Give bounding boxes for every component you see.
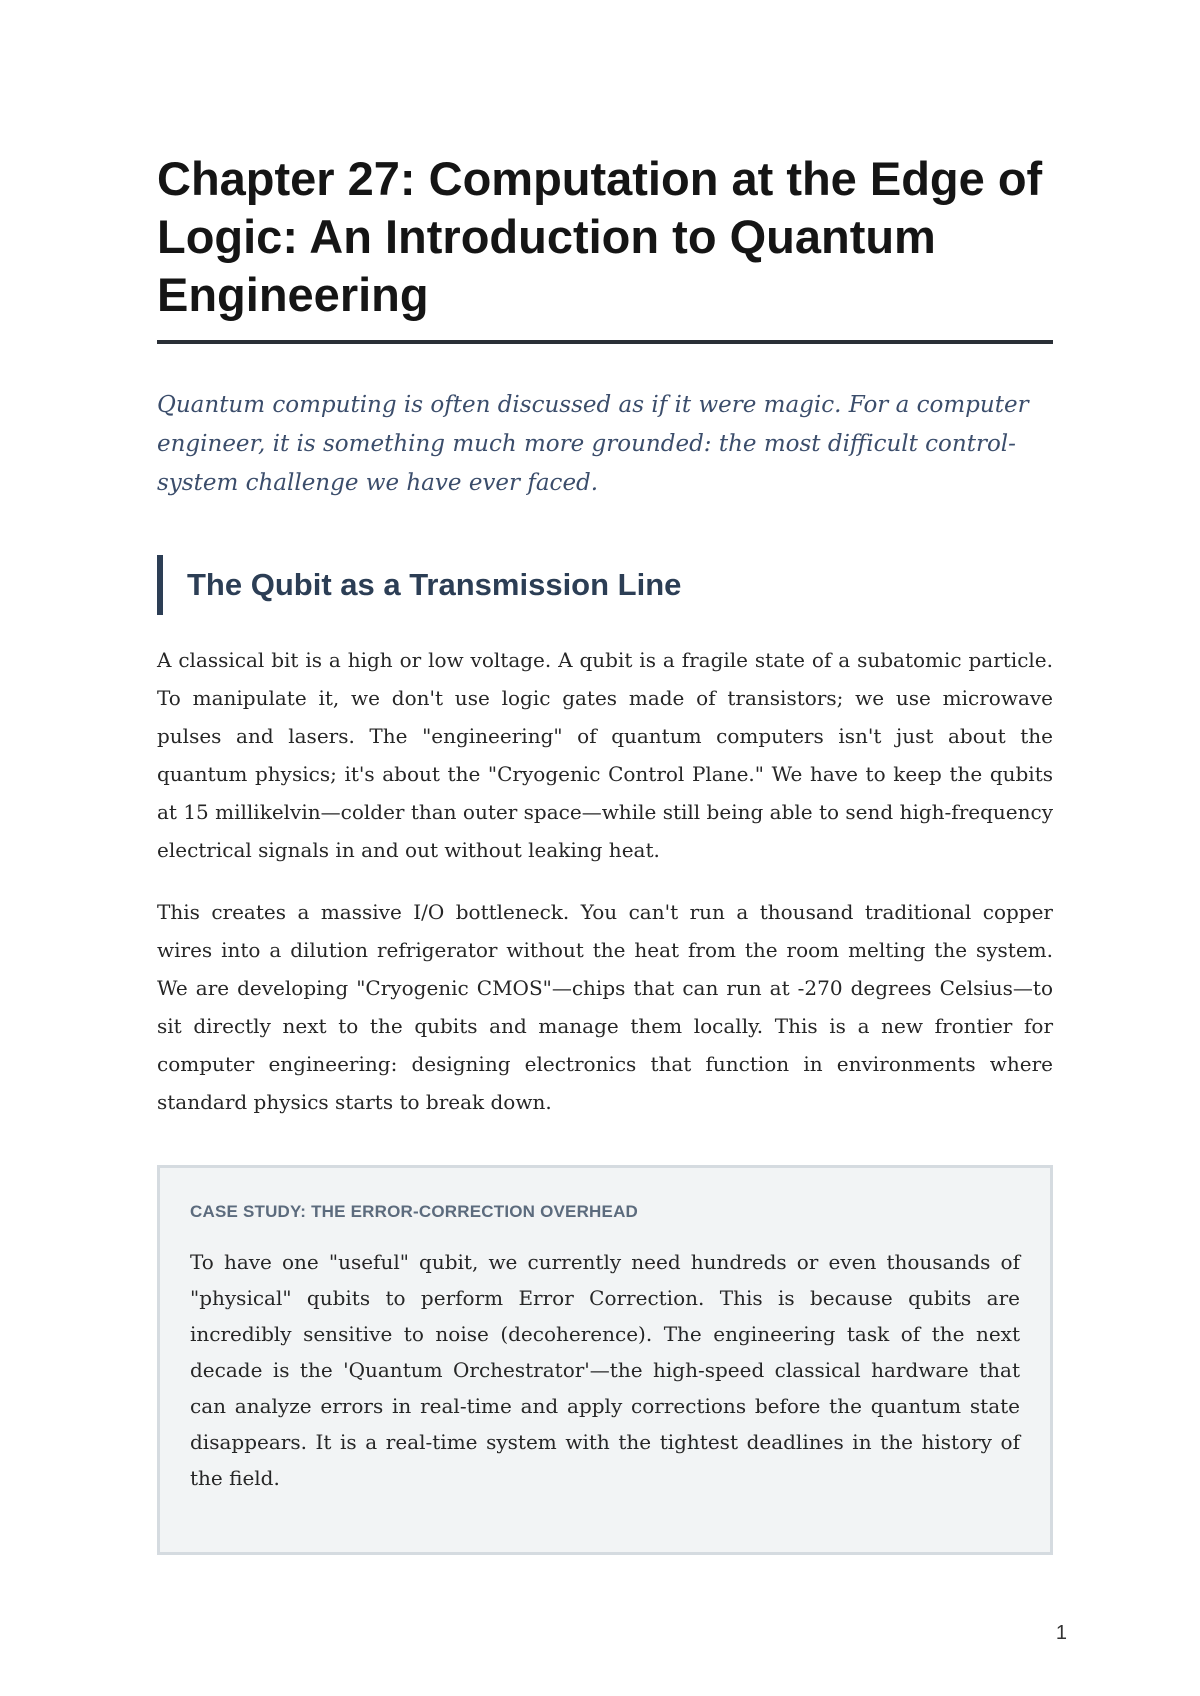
section-heading: The Qubit as a Transmission Line (157, 555, 1053, 615)
body-paragraph-2: This creates a massive I/O bottleneck. You can't run a thousand traditional copper wires into a dilution refrigerator without the heat from the room melting the system. We are developing "Cryogenic CMOS"—chips that can run at -270 degrees Celsius—to sit directly next to the qubits and manage them locally. This is a new frontier for computer engineering: designing electronics that function in environments where standard physics starts to break down. (157, 900, 1053, 1114)
document-page (157, 150, 1053, 1555)
case-study-text: To have one "useful" qubit, we currently need hundreds or even thousands of "physical" qubits to perform Error Correction. This is because qubits are incredibly sensitive to noise (decoherence). The engineering task of the next decade is the 'Quantum Orchestrator'—the high-speed classical hardware that can analyze errors in real-time and apply corrections before the quantum state disappears. It is a real-time system with the tightest deadlines in the history of the field. (190, 1250, 1020, 1490)
body-paragraph-1: A classical bit is a high or low voltage. A qubit is a fragile state of a subatomic particle. To manipulate it, we don't use logic gates made of transistors; we use microwave pulses and lasers. The "engineering" of quantum computers isn't just about the quantum physics; it's about the "Cryogenic Control Plane." We have to keep the qubits at 15 millikelvin—colder than outer space—while still being able to send high-frequency electrical signals in and out without leaking heat. (157, 648, 1053, 862)
page-number: 1 (1055, 1622, 1067, 1644)
case-study-box (157, 1165, 1053, 1555)
case-study-label: CASE STUDY: THE ERROR-CORRECTION OVERHEAD (190, 1202, 639, 1221)
chapter-lede: Quantum computing is often discussed as if it were magic. For a computer engineer, it is something much more grounded: the most difficult control-system challenge we have ever faced. (157, 392, 1029, 496)
chapter-title: Chapter 27: Computation at the Edge of Logic: An Introduction to Quantum Engineering (157, 150, 1053, 344)
